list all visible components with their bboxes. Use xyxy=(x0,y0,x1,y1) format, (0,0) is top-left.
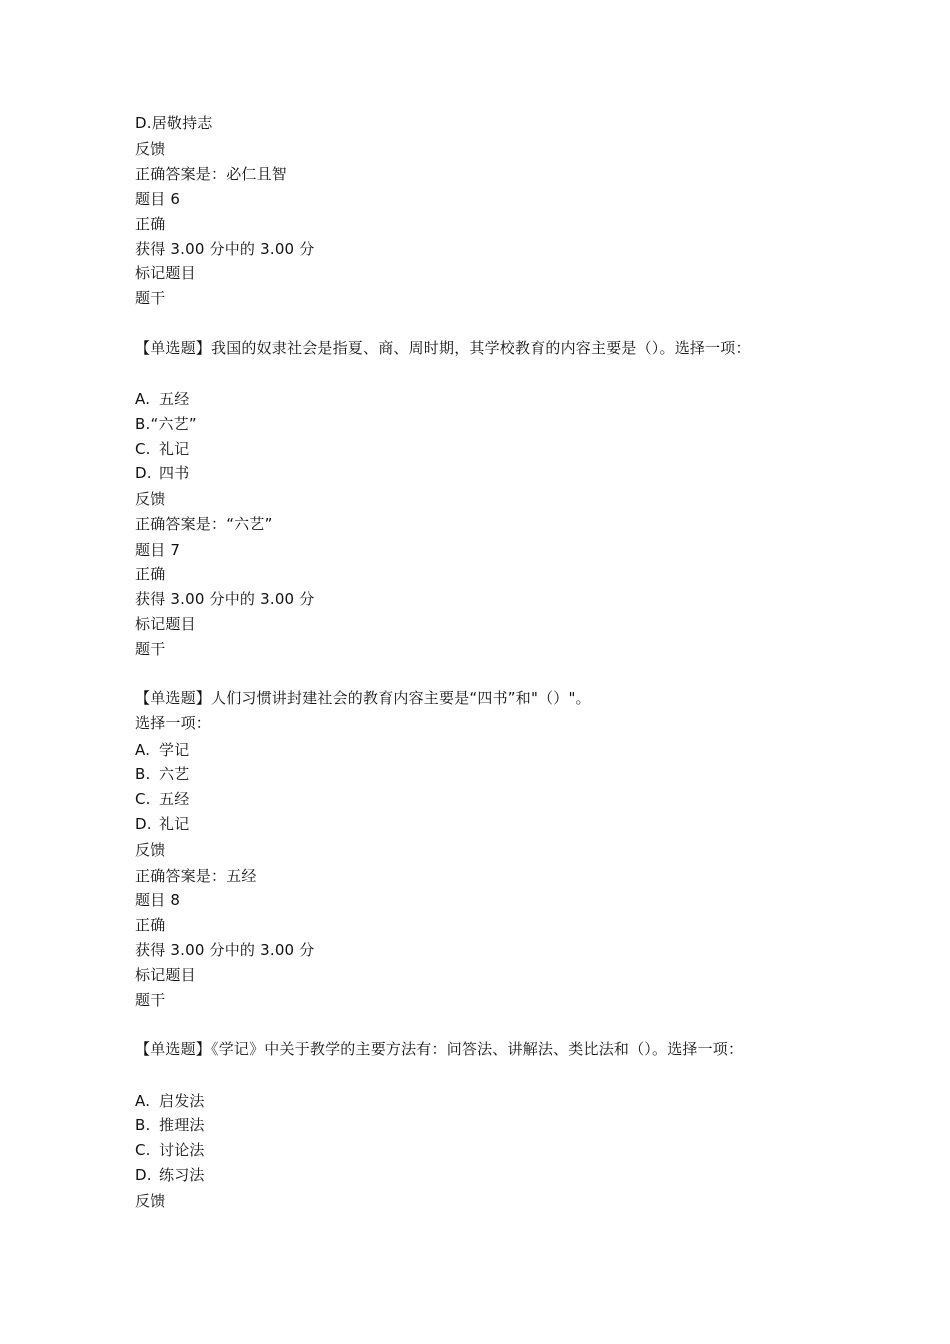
option-letter: C. xyxy=(135,790,151,808)
option-text: 四书 xyxy=(159,464,190,482)
option-letter: D. xyxy=(135,1166,152,1184)
answer-option[interactable] xyxy=(135,389,189,409)
question-score: 获得 3.00 分中的 3.00 分 xyxy=(135,590,315,608)
question-status: 正确 xyxy=(135,916,166,934)
question-status: 正确 xyxy=(135,565,166,583)
option-letter: A. xyxy=(135,390,151,408)
question-stem-label: 题干 xyxy=(135,289,166,307)
option-text: 礼记 xyxy=(159,440,190,458)
option-letter: A. xyxy=(135,1092,151,1110)
question-number: 题目 6 xyxy=(135,190,181,208)
flag-question-link[interactable]: 标记题目 xyxy=(135,615,196,633)
answer-option[interactable] xyxy=(135,1140,205,1160)
feedback-label: 反馈 xyxy=(135,841,166,859)
answer-option[interactable] xyxy=(135,764,189,784)
question-text: 【单选题】我国的奴隶社会是指夏、商、周时期，其学校教育的内容主要是（）。选择一项： xyxy=(135,339,751,357)
option-text: 五经 xyxy=(159,790,190,808)
answer-option[interactable] xyxy=(135,1115,205,1135)
question-text-continued: 选择一项： xyxy=(135,714,212,732)
option-letter: B. xyxy=(135,1116,151,1134)
answer-option[interactable] xyxy=(135,1165,205,1185)
option-letter: D. xyxy=(135,464,152,482)
correct-answer: 正确答案是：五经 xyxy=(135,867,257,885)
answer-option[interactable] xyxy=(135,789,189,809)
option-text: 五经 xyxy=(159,390,190,408)
option-letter: A. xyxy=(135,741,151,759)
question-status: 正确 xyxy=(135,215,166,233)
option-letter: B. xyxy=(135,415,151,433)
correct-answer: 正确答案是：“六艺” xyxy=(135,515,273,533)
option-letter: B. xyxy=(135,765,151,783)
answer-option[interactable] xyxy=(135,1091,205,1111)
answer-option[interactable] xyxy=(135,814,189,834)
answer-option[interactable] xyxy=(135,463,189,483)
option-text: 启发法 xyxy=(159,1092,205,1110)
feedback-label: 反馈 xyxy=(135,1192,166,1210)
feedback-label: 反馈 xyxy=(135,140,166,158)
option-text: 推理法 xyxy=(159,1116,205,1134)
answer-option[interactable] xyxy=(135,414,197,434)
option-text: 练习法 xyxy=(159,1166,205,1184)
option-text: 讨论法 xyxy=(159,1141,205,1159)
question-number: 题目 8 xyxy=(135,891,181,909)
option-d-previous: D.居敬持志 xyxy=(135,114,213,132)
answer-option[interactable] xyxy=(135,439,189,459)
option-letter: C. xyxy=(135,1141,151,1159)
flag-question-link[interactable]: 标记题目 xyxy=(135,966,196,984)
option-letter: C. xyxy=(135,440,151,458)
option-text: 六艺 xyxy=(159,765,190,783)
option-text: 学记 xyxy=(159,741,190,759)
flag-question-link[interactable]: 标记题目 xyxy=(135,264,196,282)
question-stem-label: 题干 xyxy=(135,991,166,1009)
question-number: 题目 7 xyxy=(135,541,181,559)
correct-answer: 正确答案是：必仁且智 xyxy=(135,165,288,183)
question-stem-label: 题干 xyxy=(135,640,166,658)
answer-option[interactable] xyxy=(135,740,189,760)
option-text: 礼记 xyxy=(159,815,190,833)
question-score: 获得 3.00 分中的 3.00 分 xyxy=(135,941,315,959)
question-score: 获得 3.00 分中的 3.00 分 xyxy=(135,240,315,258)
option-text: “六艺” xyxy=(150,415,197,433)
question-text: 【单选题】《学记》中关于教学的主要方法有：问答法、讲解法、类比法和（）。选择一项： xyxy=(135,1040,744,1058)
option-letter: D. xyxy=(135,815,152,833)
question-text: 【单选题】人们习惯讲封建社会的教育内容主要是“四书”和"（）"。 xyxy=(135,689,591,707)
feedback-label: 反馈 xyxy=(135,490,166,508)
